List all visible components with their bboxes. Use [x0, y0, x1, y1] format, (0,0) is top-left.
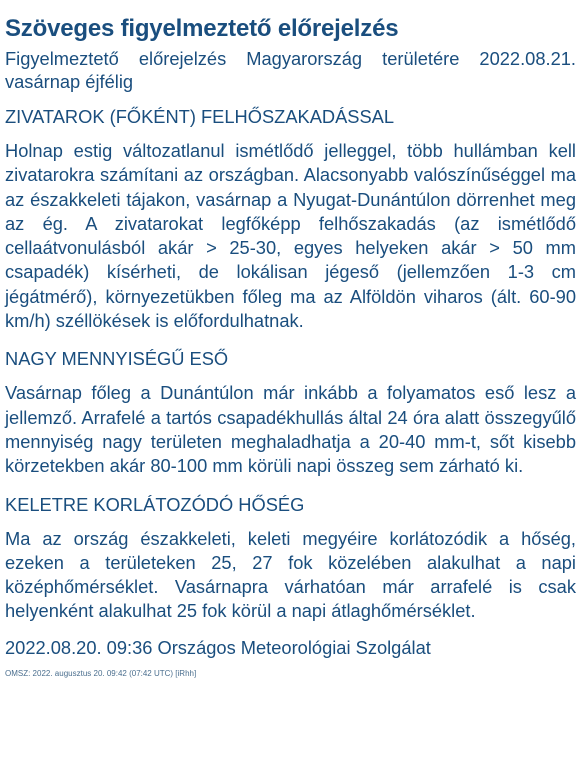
- intro-text: Figyelmeztető előrejelzés Magyarország területére 2022.08.21. vasárnap éjfélig: [5, 48, 576, 92]
- section-thunderstorms: [5, 105, 576, 333]
- issued-signature: 2022.08.20. 09:36 Országos Meteorológiai Szolgálat: [5, 636, 431, 658]
- section-body: Holnap estig változatlanul ismétlődő jelleggel, több hullámban kell zivatarokra számítani az országban. Alacsonyabb valószínűséggel ma az északkeleti tájakon, vasárnap a Nyugat-Dunántúlon dörrenhet meg az ég. A zivatarokat legfőképp felhőszakadás (az ismétlődő cellaátvonulásból akár > 25-30, egyes helyeken akár > 50 mm csapadék) kísérheti, de lokálisan jégeső (jellemzően 1-3 cm jégátmérő), környezetükben főleg ma az Alföldön viharos (ált. 60-90 km/h) széllökések is előfordulhatnak.: [5, 140, 576, 332]
- section-heading: KELETRE KORLÁTOZÓDÓ HŐSÉG: [5, 493, 305, 515]
- footer-timestamp: OMSZ: 2022. augusztus 20. 09:42 (07:42 UTC) [iRhh]: [5, 668, 197, 678]
- section-heat: [5, 493, 576, 624]
- section-heading: ZIVATAROK (FŐKÉNT) FELHŐSZAKADÁSSAL: [5, 106, 395, 127]
- section-body: Ma az ország északkeleti, keleti megyéire korlátozódik a hőség, ezeken a területeken 25, 27 fok közelében alakulhat a napi középhőmérséklet. Vasárnapra várhatóan már arrafelé is csak helyenként alakulhat 25 fok körül a napi átlaghőmérséklet.: [5, 527, 576, 622]
- page-title: Szöveges figyelmeztető előrejelzés: [5, 15, 399, 42]
- section-body: Vasárnap főleg a Dunántúlon már inkább a folyamatos eső lesz a jellemző. Arrafelé a tartós csapadékhullás által 24 óra alatt összegyűlő mennyiség nagy területen meghaladhatja a 20-40 mm-t, sőt kisebb körzetekben akár 80-100 mm körüli napi összeg sem zárható ki.: [5, 382, 576, 477]
- section-heading: NAGY MENNYISÉGŰ ESŐ: [5, 348, 229, 370]
- section-heavy-rain: [5, 347, 576, 478]
